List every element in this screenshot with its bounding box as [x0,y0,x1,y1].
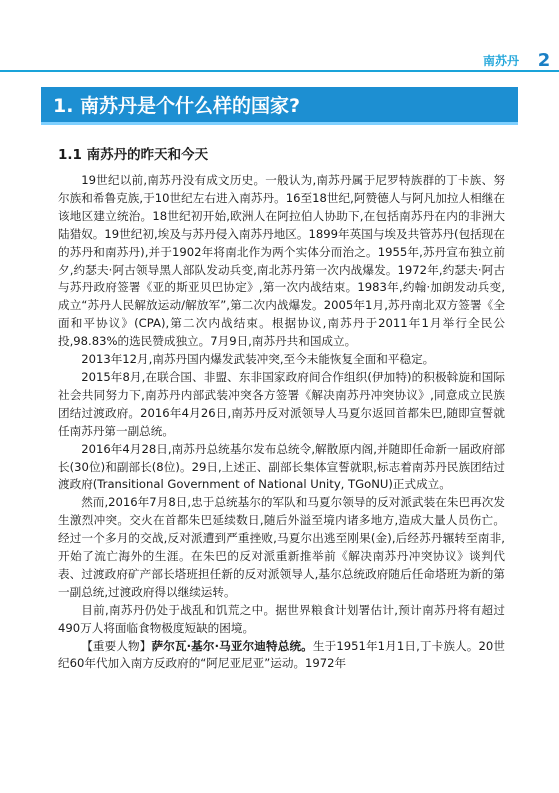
paragraph: 2013年12月,南苏丹国内爆发武装冲突,至今未能恢复全面和平稳定。 [81,352,435,367]
key-person-paragraph [58,638,505,674]
paragraph: 2016年4月28日,南苏丹总统基尔发布总统令,解散原内阁,并随即任命新一届政府部长(30位)和副部长(8位)。29日,上述正、副部长集体宣誓就职,标志着南苏丹民族团结过渡政府(Transitional Government of National Unity, TGoNU)正式成立。 [58,441,505,492]
chapter-title: 1. 南苏丹是个什么样的国家? [41,87,518,125]
header-divider [0,70,559,72]
header-section-tab: 南苏丹 [482,53,519,68]
key-person-name: 萨尔瓦·基尔·马亚尔迪特总统。 [151,638,313,653]
paragraph: 目前,南苏丹仍处于战乱和饥荒之中。据世界粮食计划署估计,预计南苏丹将有超过490万人将面临食物极度短缺的困境。 [58,602,505,635]
section-title: 1.1 南苏丹的昨天和今天 [58,147,209,163]
page-header [0,48,559,72]
paragraph: 19世纪以前,南苏丹没有成文历史。一般认为,南苏丹属于尼罗特族群的丁卡族、努尔族和希鲁克族,于10世纪左右进入南苏丹。16至18世纪,阿赞德人与阿凡加拉人相继在该地区建立统治。18世纪初开始,欧洲人在阿拉伯人协助下,在包括南苏丹在内的非洲大陆猎奴。19世纪初,埃及与苏丹侵入南苏丹地区。1899年英国与埃及共管苏丹(包括现在的苏丹和南苏丹),并于1902年将南北作为两个实体分而治之。1955年,苏丹宣布独立前夕,约瑟夫·阿古领导黑人部队发动兵变,南北苏丹第一次内战爆发。1972年,约瑟夫·阿古与苏丹政府签署《亚的斯亚贝巴协定》,第一次内战结束。1983年,约翰·加朗发动兵变,成立“苏丹人民解放运动/解放军”,第二次内战爆发。2005年1月,苏丹南北双方签署《全面和平协议》(CPA),第二次内战结束。根据协议,南苏丹于2011年1月举行全民公投,98.83%的选民赞成独立。7月9日,南苏丹共和国成立。 [58,173,505,349]
key-person-text: 生于1951年1月1日,丁卡族人。20世纪60年代加入南方反政府的“阿尼亚尼亚”运动。1972年 [58,638,505,671]
key-person-tag: 【重要人物】 [81,638,152,653]
paragraph: 然而,2016年7月8日,忠于总统基尔的军队和马夏尔领导的反对派武装在朱巴再次发生激烈冲突。交火在首都朱巴延续数日,随后外溢至境内诸多地方,造成大量人员伤亡。经过一个多月的交战,反对派遭到严重挫败,马夏尔出逃至刚果(金),后经苏丹辗转至南非,开始了流亡海外的生涯。在朱巴的反对派重新推举前《解决南苏丹冲突协议》谈判代表、过渡政府矿产部长塔班担任新的反对派领导人,基尔总统政府随后任命塔班为新的第一副总统,过渡政府得以继续运转。 [58,495,505,599]
page-number: 2 [537,49,551,71]
body-text [58,172,505,673]
paragraph: 2015年8月,在联合国、非盟、东非国家政府间合作组织(伊加特)的积极斡旋和国际社会共同努力下,南苏丹内部武装冲突各方签署《解决南苏丹冲突协议》,同意成立民族团结过渡政府。2016年4月26日,南苏丹反对派领导人马夏尔返回首都朱巴,随即宣誓就任南苏丹第一副总统。 [58,369,505,438]
